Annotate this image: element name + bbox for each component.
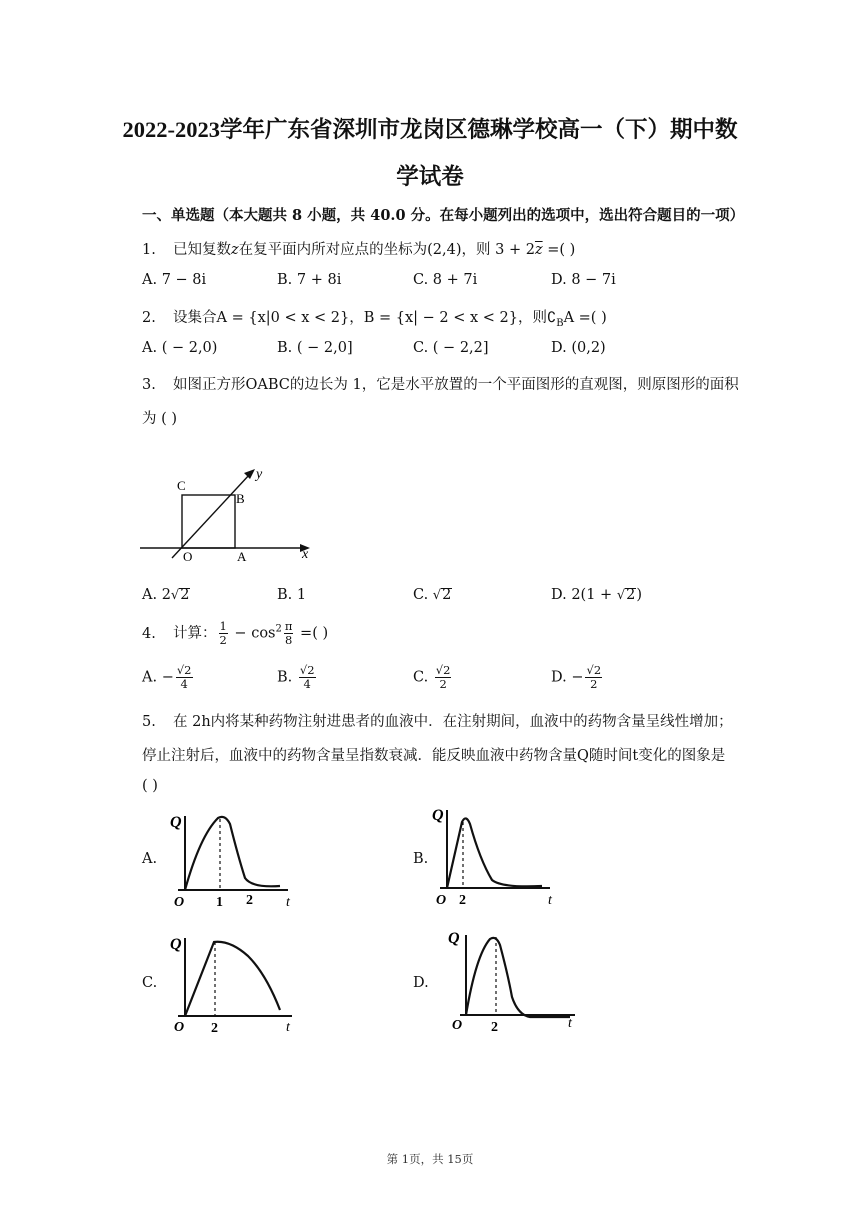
question-2: [142, 306, 607, 329]
tick-2: 2: [211, 1021, 218, 1036]
option-b: B. ( − 2,0]: [277, 340, 353, 356]
label-y: y: [256, 467, 263, 482]
square-oabc-figure: [138, 460, 318, 568]
y-axis-arrow: [244, 469, 255, 479]
question-4: 4. 计算： $\frac{1}{2}$ − $\cos^2$ $\frac{\pi}{8}$ =( ): [142, 619, 329, 647]
tick-2: 2: [491, 1020, 498, 1035]
label-q: Q: [170, 936, 182, 953]
label-c: C: [177, 478, 186, 493]
question-text: 设集合A = {x|0 < x < 2}，B = {x| − 2 < x < 2}，则∁: [173, 310, 557, 326]
math-var: z: [231, 242, 239, 258]
document-title-line1: 2022-2023学年广东省深圳市龙岗区德琳学校高一（下）期中数: [122, 117, 738, 142]
curve: [466, 938, 570, 1017]
question-5-line3: ( ): [142, 778, 158, 794]
option-b: B. 7 + 8i: [277, 272, 342, 288]
graph-a: [170, 806, 295, 911]
page-footer: 第 1页，共 15页: [386, 1152, 474, 1166]
graph-b: [432, 800, 557, 912]
fraction: $\frac{1}{2}$: [219, 619, 227, 647]
option-b: B. 1: [277, 587, 307, 603]
option-a-label: A.: [142, 851, 158, 867]
question-number: 2.: [142, 310, 156, 326]
question-number: 1.: [142, 242, 156, 258]
option-c: C. ( − 2,2]: [413, 340, 489, 356]
label-t: t: [286, 1020, 290, 1035]
question-number: 3.: [142, 377, 156, 393]
question-3-line2: 为 ( ): [142, 411, 178, 427]
option-d: D. 2(1 + √2): [551, 587, 643, 603]
label-a: A: [237, 549, 247, 564]
option-d: D. 8 − 7i: [551, 272, 616, 288]
label-o: O: [174, 1020, 185, 1035]
label-t: t: [548, 893, 552, 908]
curve: [447, 818, 542, 888]
graph-c: [170, 930, 300, 1036]
label-o: O: [436, 893, 447, 908]
curve: [185, 942, 280, 1016]
option-a: A. ( − 2,0): [142, 340, 218, 356]
question-text: A =( ): [563, 310, 607, 326]
tick-2: 2: [459, 893, 466, 908]
option-b: B. $\frac{√2}{4}$: [277, 663, 315, 691]
question-text: 已知复数: [173, 242, 231, 258]
question-text: 如图正方形OABC的边长为 1，它是水平放置的一个平面图形的直观图，则原图形的面积: [173, 377, 739, 393]
label-o: O: [174, 895, 185, 910]
option-a: A. − $\frac{√2}{4}$: [142, 663, 192, 691]
math-conjugate: $\overline{z}$: [534, 242, 543, 258]
question-5-line2: 停止注射后，血液中的药物含量呈指数衰减．能反映血液中药物含量Q随时间t变化的图象是: [142, 748, 726, 764]
label-t: t: [286, 895, 290, 910]
label-q: Q: [448, 930, 460, 947]
question-number: 5.: [142, 714, 156, 730]
square-oabc: [182, 495, 235, 548]
section-heading: 一、单选题（本大题共 8 小题，共 40.0 分。在每小题列出的选项中，选出符合题目的一项）: [142, 207, 745, 224]
question-3: [142, 373, 739, 394]
question-number: 4.: [142, 625, 156, 642]
option-d: D. (0,2): [551, 340, 606, 356]
option-c: C. 8 + 7i: [413, 272, 478, 288]
question-1: [142, 238, 575, 259]
label-t: t: [568, 1016, 572, 1031]
option-d: D. − $\frac{√2}{2}$: [551, 663, 602, 691]
option-c: C. $\frac{√2}{2}$: [413, 663, 451, 691]
option-a: A. 7 − 8i: [142, 272, 207, 288]
option-c: C. √2: [413, 587, 452, 603]
question-5: 5. 在 2h内将某种药物注射进患者的血液中．在注射期间，血液中的药物含量呈线性增加；: [142, 714, 733, 730]
option-c-label: C.: [142, 975, 158, 991]
tick-2: 2: [246, 893, 253, 908]
graph-d: [440, 925, 590, 1035]
label-b: B: [236, 491, 245, 506]
question-text: =( ): [542, 242, 576, 258]
label-o: O: [183, 549, 193, 564]
label-q: Q: [170, 814, 182, 831]
subscript: B: [556, 317, 564, 329]
document-title-line2: 学试卷: [396, 164, 464, 189]
label-o: O: [452, 1018, 463, 1033]
option-a: A. 2√2: [142, 587, 190, 603]
curve: [185, 817, 280, 890]
fraction: $\frac{\pi}{8}$: [284, 619, 293, 647]
tick-1: 1: [216, 895, 223, 910]
label-q: Q: [432, 807, 444, 824]
option-b-label: B.: [413, 851, 429, 867]
option-d-label: D.: [413, 975, 429, 991]
label-x: x: [302, 547, 309, 562]
question-text: 在复平面内所对应点的坐标为(2,4)，则 3 + 2: [238, 242, 535, 258]
